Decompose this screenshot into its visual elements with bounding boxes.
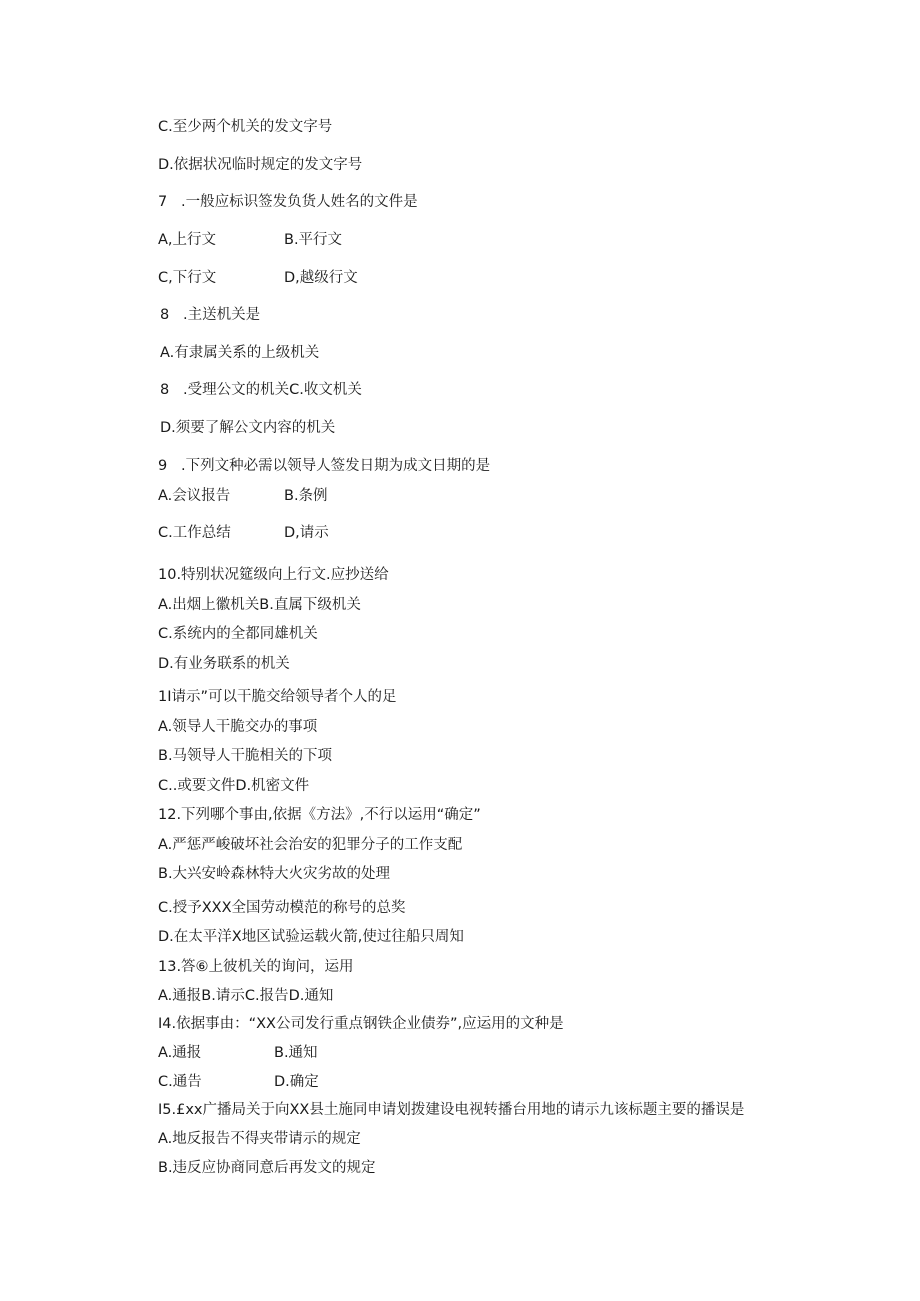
options-line: A.通报B.请示C.报告D.通知	[158, 988, 334, 1004]
option-d: D.确定	[274, 1074, 319, 1090]
option-a: A.会议报告	[158, 488, 231, 504]
option-d: D.在太平洋X地区试验运载火箭,使过往船只周知	[158, 929, 464, 945]
question-15: I5.£xx广播局关于向XX县土施同申请划拨建设电视转播台用地的请示九该标题主要的播误是	[158, 1102, 745, 1118]
option-d: D,越级行文	[284, 270, 358, 286]
question-12: 12.下列哪个事由,依据《方法》,不行以运用“确定”	[158, 807, 481, 823]
option-b: B.违反应协商同意后再发文的规定	[158, 1160, 376, 1176]
option-d: D.有业务联系的机关	[158, 656, 290, 672]
option-a: A.有隶属关系的上级机关	[160, 345, 320, 361]
option-c: C.授予XXX全国劳动模范的称号的总奖	[158, 900, 406, 916]
question-9: 9 .下列文种必需以领导人签发日期为成文日期的是	[158, 458, 491, 474]
option-b: B.平行文	[284, 232, 343, 248]
option-b: B.大兴安岭森林特大火灾劣故的处理	[158, 866, 391, 882]
option-c: C,下行文	[158, 270, 217, 286]
question-10: 10.特别状况筵级向上行文.应抄送给	[158, 567, 389, 583]
question-11: 1I请示”可以干脆交给领导者个人的足	[158, 689, 397, 705]
option-b: B.马领导人干脆相关的下项	[158, 748, 333, 764]
text-line: C.至少两个机关的发文字号	[158, 119, 333, 135]
option-d: D,请示	[284, 525, 329, 541]
option-a: A.出烟上徽机关B.直属下级机关	[158, 597, 361, 613]
option-a: A.通报	[158, 1045, 202, 1061]
option-a: A.地反报告不得夹带请示的规定	[158, 1131, 361, 1147]
option-c: C.系统内的全都同雄机关	[158, 626, 318, 642]
option-c: C..或要文件D.机密文件	[158, 778, 310, 794]
text-line: 8 .受理公文的机关C.收文机关	[160, 382, 362, 398]
option-a: A.严惩严峻破坏社会治安的犯罪分子的工作支配	[158, 837, 463, 853]
text-line: D.依据状况临时规定的发文字号	[158, 157, 363, 173]
question-14: I4.依据事由：“XX公司发行重点钢铁企业债券”,应运用的文种是	[158, 1016, 564, 1032]
option-c: C.通告	[158, 1074, 202, 1090]
option-b: B.条例	[284, 488, 328, 504]
question-8: 8 .主送机关是	[160, 307, 261, 323]
option-a: A.领导人干脆交办的事项	[158, 719, 318, 735]
option-b: B.通知	[274, 1045, 318, 1061]
question-7: 7 .一般应标识签发负货人姓名的文件是	[158, 194, 418, 210]
option-a: A,上行文	[158, 232, 217, 248]
question-13: 13.答⑥上彼机关的询问，运用	[158, 959, 354, 975]
option-c: C.工作总结	[158, 525, 231, 541]
option-d: D.须要了解公文内容的机关	[160, 420, 336, 436]
